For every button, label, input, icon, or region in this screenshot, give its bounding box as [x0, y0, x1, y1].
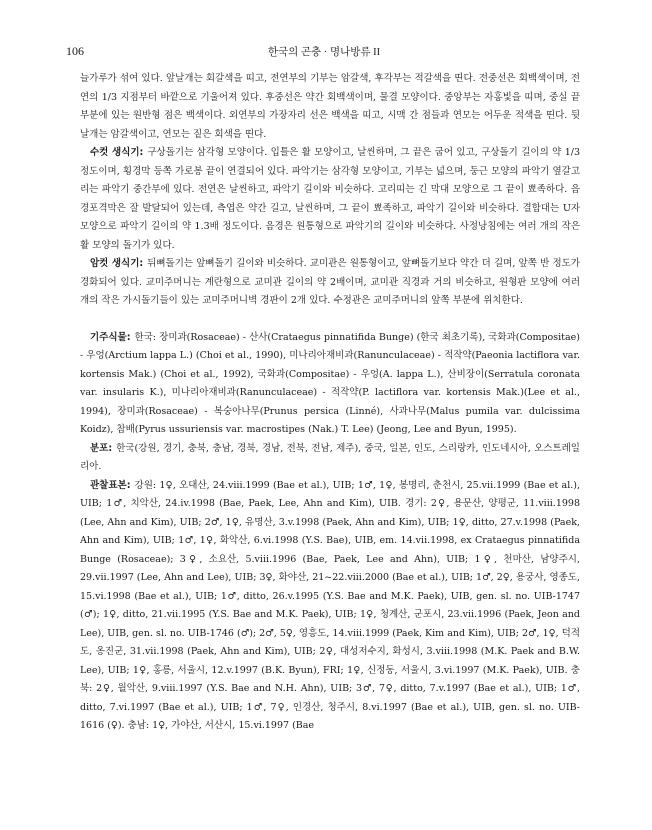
page-number: 106 — [66, 44, 84, 58]
section-gap — [80, 311, 580, 329]
specimens-label: 관찰표본: — [90, 479, 131, 491]
distribution-text: 한국(강원, 경기, 충북, 충남, 경북, 경남, 전북, 전남, 제주), 중국, 일본, 인도, 스리랑카, 인도네시아, 오스트레일리아. — [80, 442, 580, 472]
male-genitalia-paragraph — [80, 144, 580, 255]
male-genitalia-text: 구상돌기는 삼각형 모양이다. 입틀은 활 모양이고, 날씬하며, 그 끝은 굽어 있고, 구상돌기 길이의 약 1/3 정도이며, 횡경막 등쪽 가로봉 끝이 연결되어 있다. 파악기는 삼각형 모양이고, 기부는 넓으며, 둥근 모양의 파악기 옆갈고리는 파악기 중간부에 있다. 전연은 날씬하고, 파악기 길이와 비슷하다. 고리띠는 긴 막대 모양으로 그 끝이 뾰족하다. 음경포격막은 잘 발달되어 있는데, 측엽은 약간 길고, 날씬하며, 그 끝이 뾰족하고, 파악기 길이와 비슷하다. 결합대는 U자 모양으로 파악기 길이의 약 1.3배 정도이다. 음경은 원통형으로 파악기의 길이와 비슷하다. 사정낭침에는 여러 개의 작은 활 모양의 돌기가 있다. — [80, 147, 580, 251]
host-plants-paragraph — [80, 329, 580, 440]
female-genitalia-label: 암컷 생식기: — [90, 258, 144, 269]
female-genitalia-text: 뒤뼈돌기는 앞뼈돌기 길이와 비슷하다. 교미관은 원통형이고, 앞뼈돌기보다 약간 더 길며, 앞쪽 반 정도가 경화되어 있다. 교미주머니는 계란형으로 교미관 길이의 약 2배이며, 교미관 직경과 거의 비슷하고, 원형판 모양에 여러 개의 작은 가시돌기들이 있는 교미주머니벽 경판이 2개 있다. 수정관은 교미주머니의 앞쪽 부분에 위치한다. — [80, 258, 580, 306]
male-genitalia-label: 수컷 생식기: — [90, 147, 144, 158]
host-plants-label: 기주식물: — [90, 331, 131, 343]
host-plants-text: 한국: 장미과(Rosaceae) - 산사(Crataegus pinnatifida Bunge) (한국 최초기록), 국화과(Compositae) - 우엉(Arctium lappa L.) (Choi et al., 1990), 미나리아재비과(Ranunculaceae) - 적작약(Paeonia lactiflora var. kortensis Mak.) (Choi et al., 1992), 국화과(Compositae) - 우엉(A. lappa L.), 산비장이(Serratula coronata var. insularis K.), 미나리아재비과(Ranunculaceae) - 적작약(P. lactiflora var. kortensis Mak.)(Lee et al., 1994), 장미과(Rosaceae) - 복숭아나무(Prunus persica (Linné), 사과나무(Malus pumila var. dulcissima Koidz), 참배(Pyrus ussuriensis var. macrostipes (Nak.) T. Lee) (Jeong, Lee and Byun, 1995). — [80, 331, 580, 435]
specimens-paragraph — [80, 477, 580, 736]
description-paragraph: 늘가루가 섞여 있다. 앞날개는 회갈색을 띠고, 전연부의 기부는 암갈색, 후각부는 적갈색을 띤다. 전중선은 회백색이며, 전연의 1/3 지점부터 바깥으로 기울어져 있다. 후중선은 약간 회백색이며, 물결 모양이다. 중앙부는 자홍빛을 띠며, 중실 끝부분에 있는 원반형 점은 백색이다. 외연부의 가장자리 선은 백색을 띠고, 시맥 간 점들과 연모는 어두운 적색을 띤다. 뒷날개는 암갈색이고, 연모는 짙은 회색을 띤다. — [80, 73, 580, 140]
female-genitalia-paragraph — [80, 255, 580, 311]
page-header — [66, 44, 582, 60]
running-head: 한국의 곤충 · 명나방류 II — [267, 47, 381, 58]
distribution-label: 분포: — [90, 442, 113, 454]
distribution-paragraph — [80, 440, 580, 477]
page-body — [80, 70, 580, 736]
specimens-text: 강원: 1♀, 오대산, 24.viii.1999 (Bae et al.), UIB; 1♂, 1♀, 봉명리, 춘천시, 25.vii.1999 (Bae et al.), UIB; 1♂, 치악산, 24.iv.1998 (Bae, Paek, Lee, Ahn and Kim), UIB. 경기: 2♀, 용문산, 양평군, 11.viii.1998 (Lee, Ahn and Kim), UIB; 2♂, 1♀, 유명산, 3.v.1998 (Paek, Ahn and Kim), UIB; 1♀, ditto, 27.v.1998 (Paek, Ahn and Kim), UIB; 1♂, 1♀, 화악산, 6.vi.1998 (Y.S. Bae), UIB, em. 14.vii.1998, ex Crataegus pinnatifida Bunge (Rosaceae); 3♀, 소요산, 5.viii.1996 (Bae, Paek, Lee and Ahn), UIB; 1♀, 천마산, 남양주시, 29.vii.1997 (Lee, Ahn and Lee), UIB; 3♀, 화야산, 21~22.viii.2000 (Bae et al.), UIB; 1♂, 2♀, 용궁사, 영종도, 15.vi.1998 (Bae et al.), UIB; 1♂, ditto, 26.v.1995 (Y.S. Bae and M.K. Paek), UIB, gen. sl. no. UIB-1747 (♂); 1♀, ditto, 21.vii.1995 (Y.S. Bae and M.K. Paek), UIB; 1♀, 청계산, 군포시, 23.vii.1996 (Paek, Jeon and Lee), UIB, gen. sl. no. UIB-1746 (♂); 2♂, 5♀, 영흥도, 14.viii.1999 (Paek, Kim and Kim), UIB; 2♂, 1♀, 덕적도, 옹진군, 31.vii.1998 (Paek, Ahn and Kim), UIB; 2♀, 대성저수지, 화성시, 3.viii.1998 (M.K. Paek and B.W. Lee), UIB; 1♀, 홍릉, 서울시, 12.v.1997 (B.K. Byun), FRI; 1♀, 신정동, 서울시, 3.vi.1997 (M.K. Paek), UIB. 충북: 2♀, 월악산, 9.viii.1997 (Y.S. Bae and N.H. Ahn), UIB; 3♂, 7♀, ditto, 7.v.1997 (Bae et al.), UIB; 1♂, ditto, 7.vi.1997 (Bae et al.), UIB; 1♂, 7♀, 인경산, 청주시, 8.vi.1997 (Bae et al.), UIB, gen. sl. no. UIB-1616 (♀). 충남: 1♀, 가야산, 서산시, 15.vi.1997 (Bae — [80, 479, 580, 731]
